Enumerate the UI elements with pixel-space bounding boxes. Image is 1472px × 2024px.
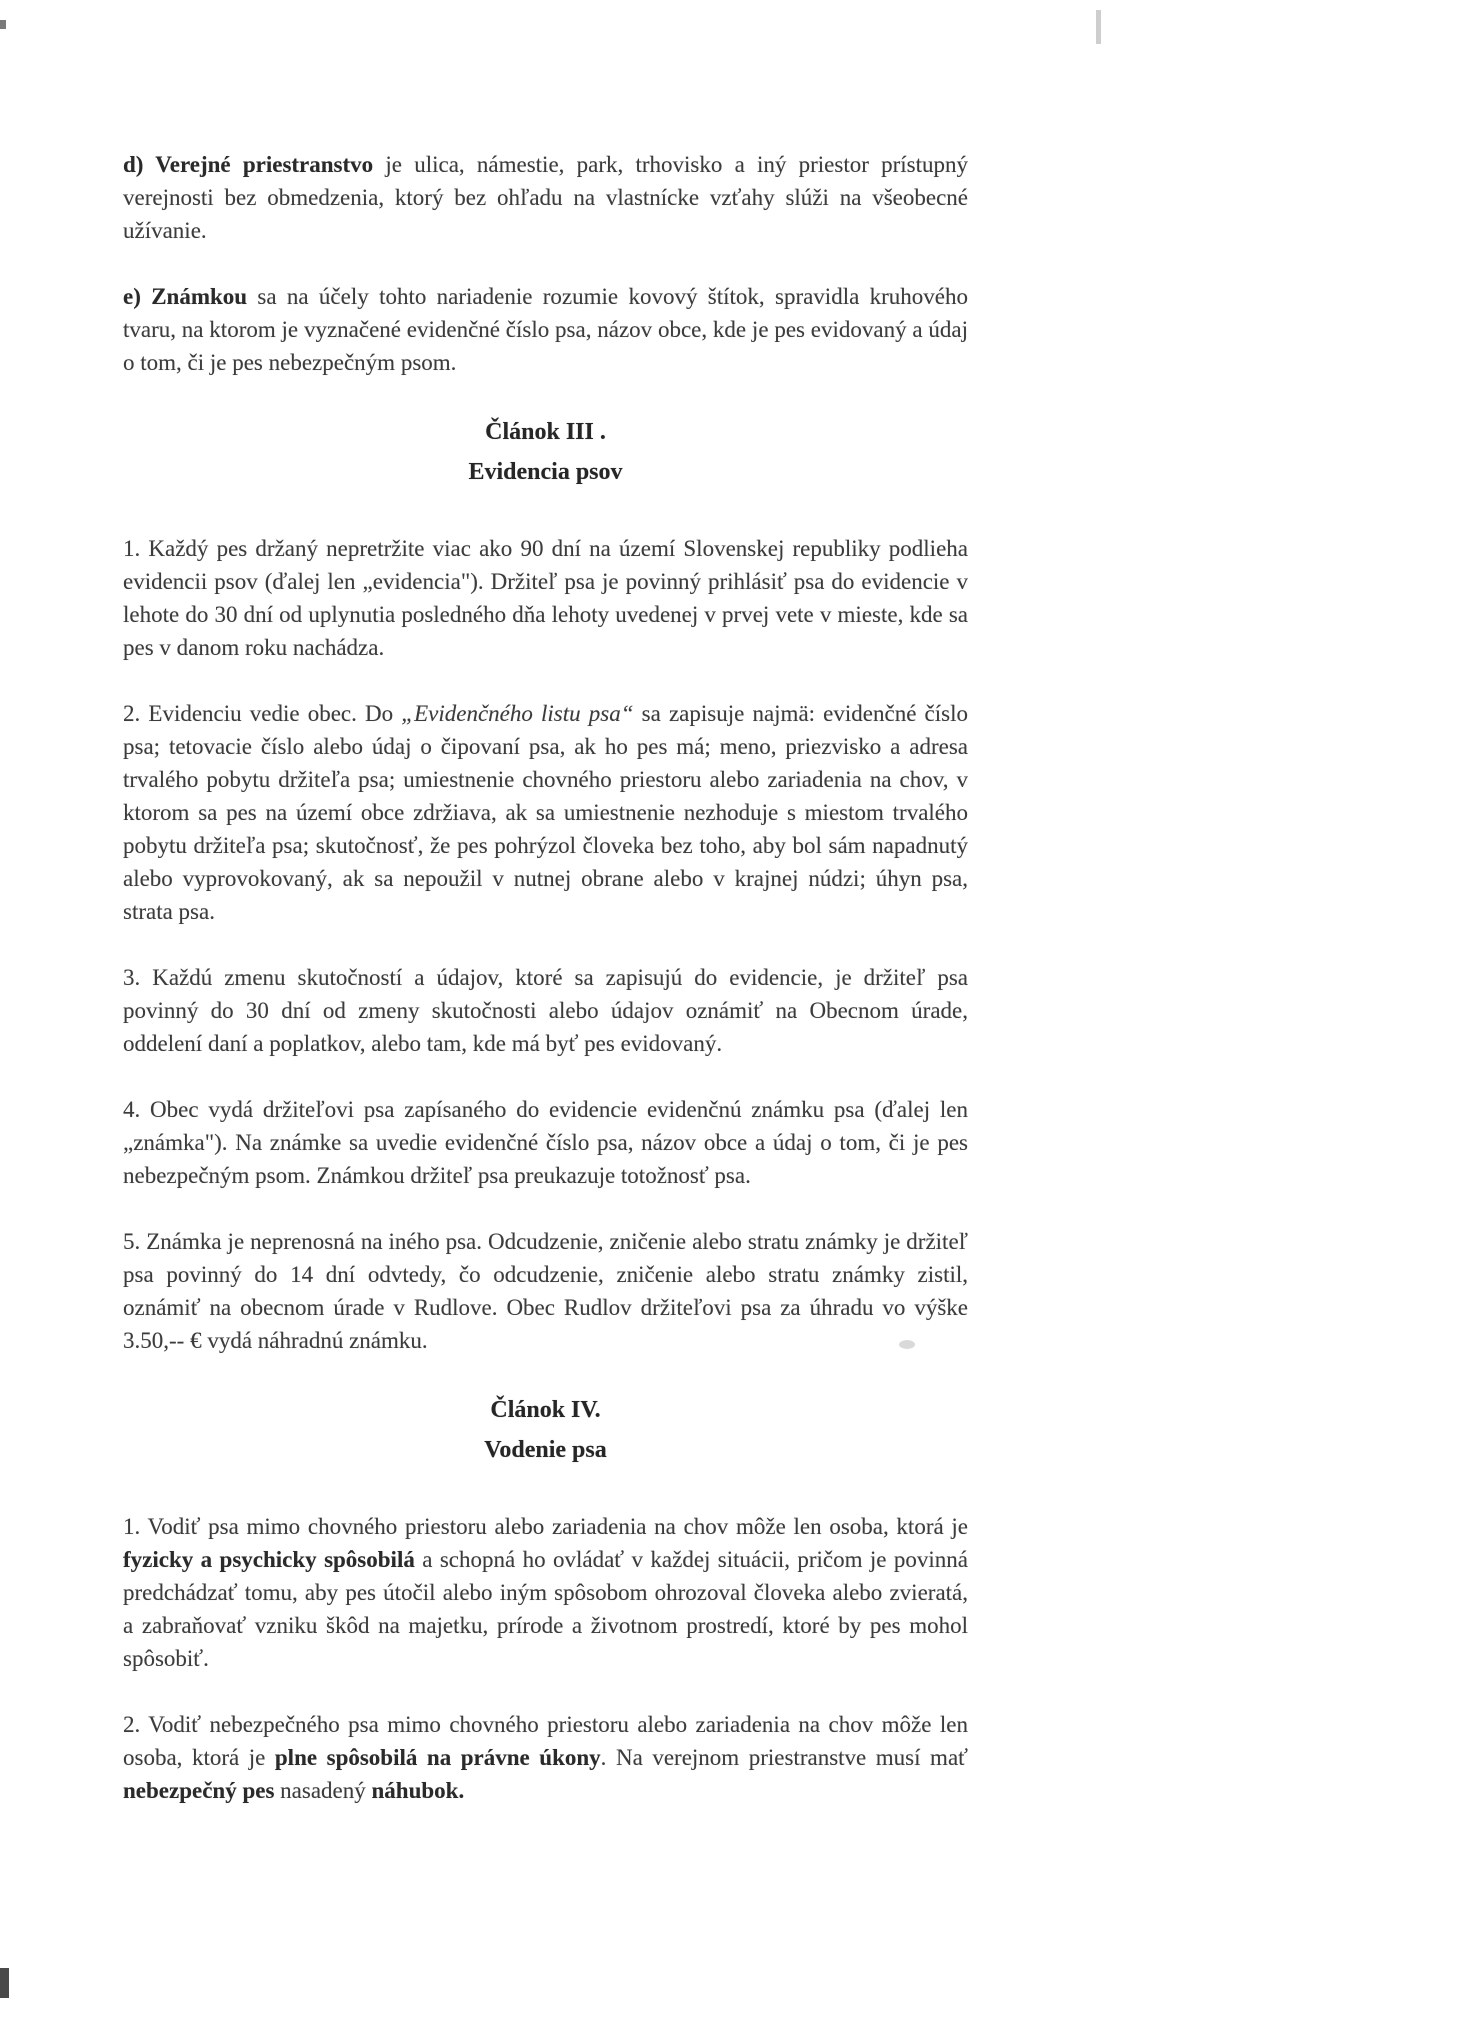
- text-run: 1. Každý pes držaný nepretržite viac ako 90 dní na území Slovenskej republiky podlieha evidencii psov (ďalej len „evidencia"). Držiteľ psa je povinný prihlásiť psa do evidencie v lehote do 30 dní od uplynutia posledného dňa lehoty uvedenej v prvej vete v mieste, kde sa pes v danom roku nachádza.: [123, 536, 968, 660]
- document-content: [123, 0, 968, 1840]
- text-run: fyzicky a psychicky spôsobilá: [123, 1547, 415, 1572]
- paragraph-definition-d: [123, 148, 968, 247]
- paragraph-article3-item3: [123, 961, 968, 1060]
- text-run: sa na účely tohto nariadenie rozumie kovový štítok, spravidla kruhového tvaru, na ktorom je vyznačené evidenčné číslo psa, názov obce, kde je pes evidovaný a údaj o tom, či je pes nebezpečným psom.: [123, 284, 968, 375]
- scan-artifact-left-edge: [0, 20, 6, 29]
- text-run: „Evidenčného listu psa“: [401, 701, 634, 726]
- text-run: 3. Každú zmenu skutočností a údajov, ktoré sa zapisujú do evidencie, je držiteľ psa povinný do 30 dní od zmeny skutočnosti alebo údajov oznámiť na Obecnom úrade, oddelení daní a poplatkov, alebo tam, kde má byť pes evidovaný.: [123, 965, 968, 1056]
- article-3-title: Článok III .: [485, 419, 606, 445]
- paragraph-article4-item1: [123, 1510, 968, 1675]
- text-run: nasadený: [274, 1778, 372, 1803]
- article-3-subtitle: Evidencia psov: [468, 459, 623, 485]
- paragraph-article3-item4: [123, 1093, 968, 1192]
- article-4-subtitle: Vodenie psa: [484, 1437, 607, 1463]
- article-4-title: Článok IV.: [490, 1397, 601, 1423]
- text-run: d) Verejné priestranstvo: [123, 152, 386, 177]
- paragraph-article3-item2: [123, 697, 968, 928]
- text-run: nebezpečný pes: [123, 1778, 275, 1803]
- text-run: 4. Obec vydá držiteľovi psa zapísaného do evidencie evidenčnú známku psa (ďalej len „známka"). Na známke sa uvedie evidenčné číslo psa, názov obce a údaj o tom, či je pes nebezpečným psom. Známkou držiteľ psa preukazuje totožnosť psa.: [123, 1097, 968, 1188]
- text-run: a schopná ho ovládať v každej situácii, pričom je povinná predchádzať tomu, aby pes útočil alebo iným spôsobom ohrozoval človeka alebo zvieratá, a zabraňovať vzniku škôd na majetku, prírode a životnom prostredí, ktoré by pes mohol spôsobiť.: [123, 1547, 969, 1671]
- text-run: 2. Vodiť nebezpečného psa mimo chovného priestoru alebo zariadenia na chov môže len osoba, ktorá je: [123, 1712, 968, 1770]
- text-run: náhubok.: [371, 1778, 465, 1803]
- text-run: 1. Vodiť psa mimo chovného priestoru alebo zariadenia na chov môže len osoba, ktorá je: [123, 1514, 968, 1539]
- text-run: sa zapisuje najmä: evidenčné číslo psa; tetovacie číslo alebo údaj o čipovaní psa, ak ho pes má; meno, priezvisko a adresa trvalého pobytu držiteľa psa; umiestnenie chovného priestoru alebo zariadenia na chov, v ktorom sa pes na území obce zdržiava, ak sa umiestnenie nezhoduje s miestom trvalého pobytu držiteľa psa; skutočnosť, že pes pohrýzol človeka bez toho, aby bol sám napadnutý alebo vyprovokovaný, ak sa nepoužil v nutnej obrane alebo v krajnej núdzi; úhyn psa, strata psa.: [123, 701, 968, 924]
- text-run: je ulica, námestie, park, trhovisko a iný priestor prístupný verejnosti bez obmedzenia, ktorý bez ohľadu na vlastnícke vzťahy slúži na všeobecné užívanie.: [123, 152, 968, 243]
- scan-artifact-smudge: [899, 1340, 915, 1349]
- paragraph-article4-item2: [123, 1708, 968, 1807]
- text-run: . Na verejnom priestranstve musí mať: [600, 1745, 968, 1770]
- text-run: 2. Evidenciu vedie obec. Do: [123, 701, 402, 726]
- scan-artifact-top-right: [1096, 10, 1101, 44]
- text-run: plne spôsobilá na právne úkony: [274, 1745, 601, 1770]
- paragraph-article3-item1: [123, 532, 968, 664]
- text-run: e) Známkou: [123, 284, 258, 309]
- text-run: 5. Známka je neprenosná na iného psa. Odcudzenie, zničenie alebo stratu známky je držiteľ psa povinný do 14 dní odvtedy, čo odcudzenie, zničenie alebo stratu známky zistil, oznámiť na obecnom úrade v Rudlove. Obec Rudlov držiteľovi psa za úhradu vo výške 3.50,-- € vydá náhradnú známku.: [123, 1229, 968, 1353]
- paragraph-article3-item5: [123, 1225, 968, 1357]
- paragraph-definition-e: [123, 280, 968, 379]
- scan-artifact-bottom-left: [0, 1968, 9, 1998]
